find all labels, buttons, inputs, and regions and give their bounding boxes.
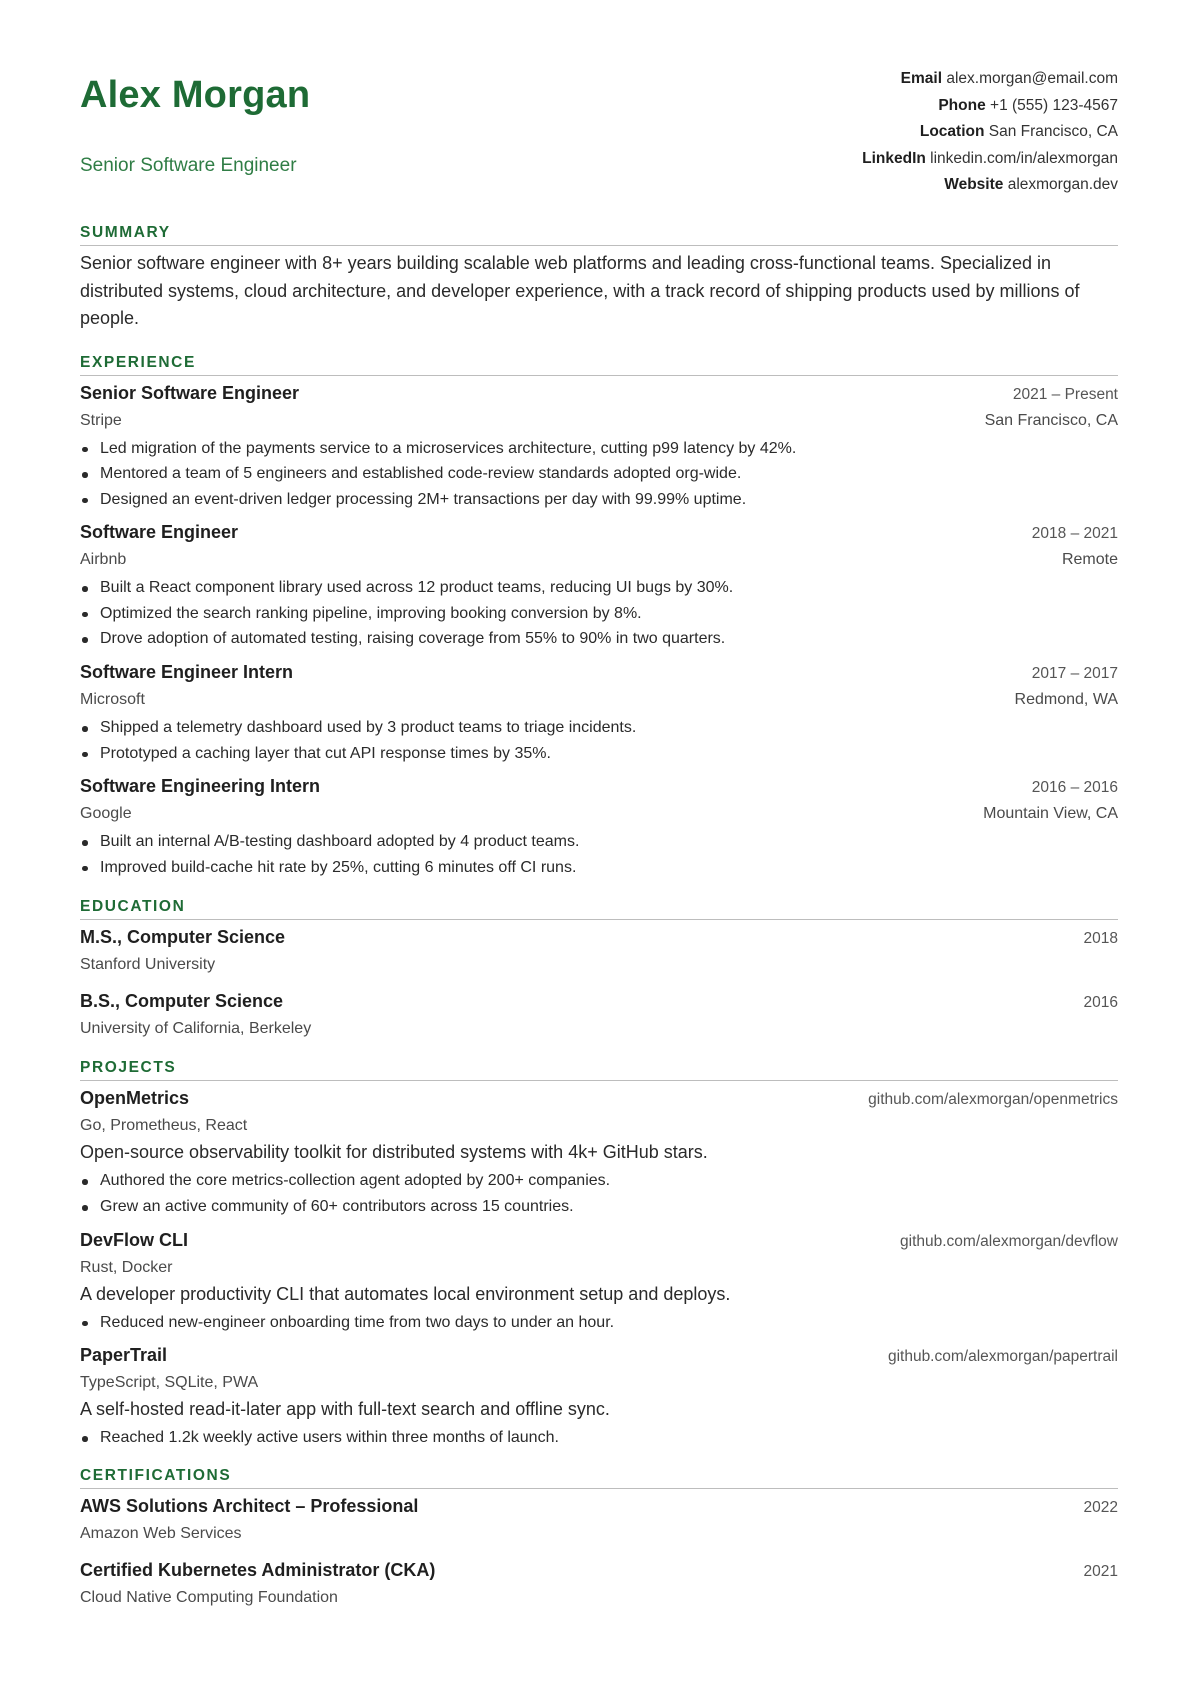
project-tech: Rust, Docker xyxy=(80,1258,173,1276)
bullet-item: Built an internal A/B-testing dashboard adopted by 4 product teams. xyxy=(80,829,1118,855)
project-bullets xyxy=(80,1310,1118,1336)
section-title-projects: PROJECTS xyxy=(80,1059,1118,1081)
project-link[interactable]: github.com/alexmorgan/openmetrics xyxy=(868,1091,1118,1109)
bullet-item: Built a React component library used across 12 product teams, reducing UI bugs by 30%. xyxy=(80,575,1118,601)
job-dates: 2017 – 2017 xyxy=(1031,665,1118,683)
education-entry xyxy=(80,988,1118,1042)
job-title: Software Engineer Intern xyxy=(80,662,294,683)
bullet-item: Reduced new-engineer onboarding time from two days to under an hour. xyxy=(80,1310,1118,1336)
project-bullets xyxy=(80,1425,1118,1451)
graduation-year: 2018 xyxy=(1083,930,1118,948)
bullet-item: Reached 1.2k weekly active users within three months of launch. xyxy=(80,1425,1118,1451)
section-title-summary: SUMMARY xyxy=(80,224,1118,246)
certification-issuer: Cloud Native Computing Foundation xyxy=(80,1588,338,1606)
graduation-year: 2016 xyxy=(1083,994,1118,1012)
projects-section xyxy=(80,1059,1118,1450)
candidate-role: Senior Software Engineer xyxy=(80,155,297,176)
bullet-item: Authored the core metrics-collection agent adopted by 200+ companies. xyxy=(80,1168,1118,1194)
experience-entry xyxy=(80,380,1118,513)
job-dates: 2016 – 2016 xyxy=(1031,779,1118,797)
contact-block xyxy=(862,66,1118,199)
bullet-item: Grew an active community of 60+ contributors across 15 countries. xyxy=(80,1194,1118,1220)
project-link[interactable]: github.com/alexmorgan/papertrail xyxy=(887,1348,1118,1366)
bullet-item: Mentored a team of 5 engineers and established code-review standards adopted org-wide. xyxy=(80,461,1118,487)
contact-value[interactable]: alexmorgan.dev xyxy=(1007,176,1118,194)
contact-label: Email xyxy=(900,70,943,87)
job-location: Mountain View, CA xyxy=(983,805,1118,823)
identity-block xyxy=(80,66,310,178)
bullet-item: Designed an event-driven ledger processing 2M+ transactions per day with 99.99% uptime. xyxy=(80,487,1118,513)
project-description: A developer productivity CLI that automates local environment setup and deploys. xyxy=(80,1283,731,1304)
contact-value: San Francisco, CA xyxy=(988,123,1118,141)
company-name: Airbnb xyxy=(80,551,127,569)
job-bullets xyxy=(80,715,1118,766)
project-link[interactable]: github.com/alexmorgan/devflow xyxy=(900,1232,1118,1250)
experience-entry xyxy=(80,659,1118,766)
project-entry xyxy=(80,1342,1118,1451)
job-bullets xyxy=(80,575,1118,652)
job-bullets xyxy=(80,829,1118,880)
job-title: Software Engineering Intern xyxy=(80,776,321,797)
certifications-section xyxy=(80,1467,1118,1611)
bullet-item: Improved build-cache hit rate by 25%, cutting 6 minutes off CI runs. xyxy=(80,855,1118,881)
certification-issuer: Amazon Web Services xyxy=(80,1524,242,1542)
school-name: Stanford University xyxy=(80,956,216,974)
company-name: Stripe xyxy=(80,411,122,429)
certification-year: 2021 xyxy=(1083,1562,1118,1580)
section-title-certifications: CERTIFICATIONS xyxy=(80,1467,1118,1489)
job-location: San Francisco, CA xyxy=(984,411,1118,429)
contact-value: +1 (555) 123-4567 xyxy=(990,96,1118,114)
experience-section xyxy=(80,354,1118,881)
contact-phone xyxy=(862,93,1118,120)
project-tech: Go, Prometheus, React xyxy=(80,1117,248,1135)
bullet-item: Shipped a telemetry dashboard used by 3 product teams to triage incidents. xyxy=(80,715,1118,741)
certification-year: 2022 xyxy=(1083,1498,1118,1516)
contact-email xyxy=(862,66,1118,93)
section-title-education: EDUCATION xyxy=(80,898,1118,920)
contact-linkedin xyxy=(862,146,1118,173)
experience-entry xyxy=(80,773,1118,880)
resume-header xyxy=(80,66,1118,224)
section-title-experience: EXPERIENCE xyxy=(80,354,1118,376)
bullet-item: Led migration of the payments service to a microservices architecture, cutting p99 latency by 42%. xyxy=(80,436,1118,462)
education-section xyxy=(80,898,1118,1042)
bullet-item: Drove adoption of automated testing, raising coverage from 55% to 90% in two quarters. xyxy=(80,626,1118,652)
contact-label: Website xyxy=(944,176,1004,194)
project-description: Open-source observability toolkit for distributed systems with 4k+ GitHub stars. xyxy=(80,1142,708,1163)
certification-name: Certified Kubernetes Administrator (CKA) xyxy=(80,1559,436,1580)
job-bullets xyxy=(80,436,1118,513)
project-name: DevFlow CLI xyxy=(80,1229,189,1250)
summary-text: Senior software engineer with 8+ years building scalable web platforms and leading cross-functional teams. Specialized in distributed systems, cloud architecture, and developer experience, with a track record of shipping products used by millions of people. xyxy=(80,253,1080,328)
degree-title: M.S., Computer Science xyxy=(80,927,286,948)
certification-name: AWS Solutions Architect – Professional xyxy=(80,1495,419,1516)
job-dates: 2021 – Present xyxy=(1012,385,1118,403)
bullet-item: Prototyped a caching layer that cut API response times by 35%. xyxy=(80,741,1118,767)
candidate-name: Alex Morgan xyxy=(80,74,311,116)
bullet-item: Optimized the search ranking pipeline, improving booking conversion by 8%. xyxy=(80,601,1118,627)
contact-label: Location xyxy=(919,123,985,141)
contact-value[interactable]: alex.morgan@email.com xyxy=(946,70,1118,87)
contact-location xyxy=(862,119,1118,146)
certification-entry xyxy=(80,1557,1118,1611)
project-name: OpenMetrics xyxy=(80,1088,190,1109)
experience-entry xyxy=(80,519,1118,652)
contact-label: Phone xyxy=(938,96,986,114)
certification-entry xyxy=(80,1493,1118,1547)
company-name: Microsoft xyxy=(80,691,145,709)
job-location: Remote xyxy=(1061,551,1118,569)
contact-website xyxy=(862,172,1118,199)
job-location: Redmond, WA xyxy=(1014,691,1118,709)
school-name: University of California, Berkeley xyxy=(80,1020,312,1038)
contact-value[interactable]: linkedin.com/in/alexmorgan xyxy=(930,149,1118,167)
project-bullets xyxy=(80,1168,1118,1219)
job-dates: 2018 – 2021 xyxy=(1031,525,1118,543)
summary-section xyxy=(80,224,1118,333)
project-entry xyxy=(80,1085,1118,1219)
project-tech: TypeScript, SQLite, PWA xyxy=(80,1374,259,1392)
contact-label: LinkedIn xyxy=(862,149,926,167)
project-name: PaperTrail xyxy=(80,1345,168,1366)
job-title: Software Engineer xyxy=(80,522,239,543)
project-entry xyxy=(80,1227,1118,1336)
degree-title: B.S., Computer Science xyxy=(80,991,284,1012)
resume-page xyxy=(80,66,1118,1611)
job-title: Senior Software Engineer xyxy=(80,382,300,403)
education-entry xyxy=(80,924,1118,978)
project-description: A self-hosted read-it-later app with full-text search and offline sync. xyxy=(80,1399,610,1420)
company-name: Google xyxy=(80,805,132,823)
